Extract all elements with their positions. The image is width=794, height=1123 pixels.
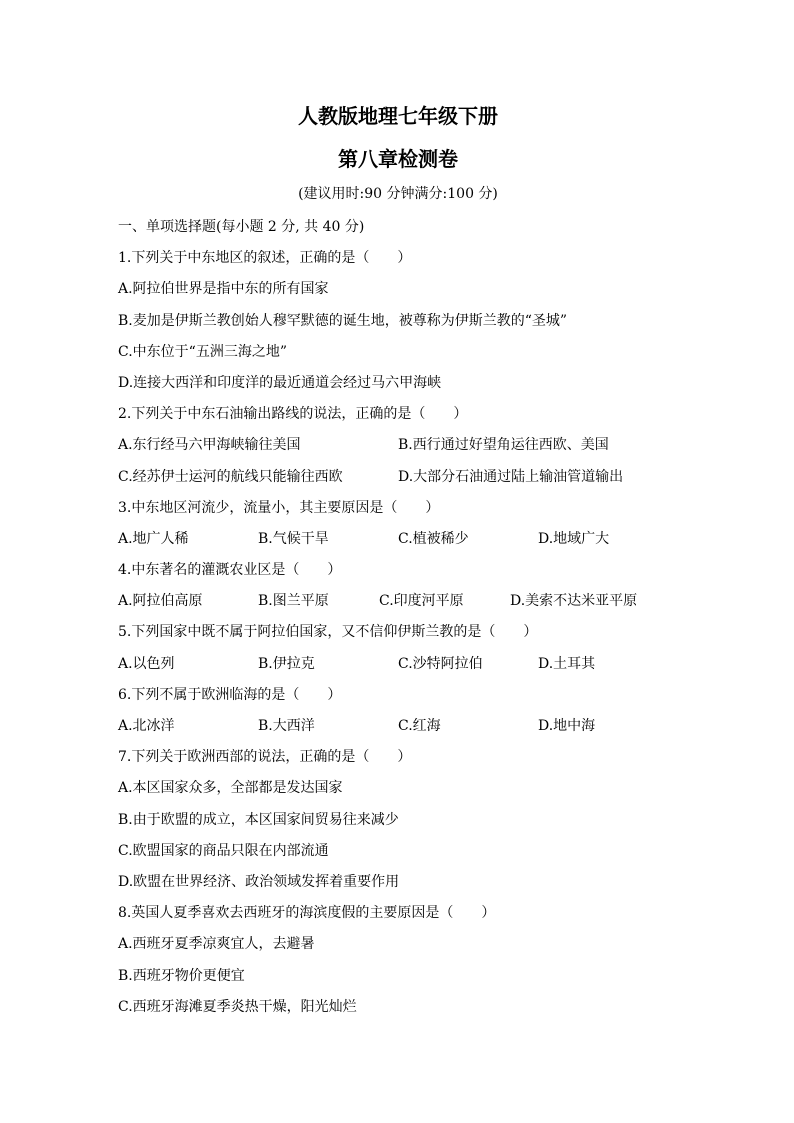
q7-option-c: C.欧盟国家的商品只限在内部流通	[118, 842, 329, 859]
q1-option-d: D.连接大西洋和印度洋的最近通道会经过马六甲海峡	[118, 374, 442, 391]
q3-options-row	[118, 524, 678, 555]
q2-option-b: B.西行通过好望角运往西欧、美国	[398, 437, 609, 454]
q4-option-a: A.阿拉伯高原	[118, 593, 203, 610]
q4-option-d: D.美索不达米亚平原	[510, 593, 638, 610]
q5-options-row	[118, 649, 678, 680]
exam-title: 人教版地理七年级下册	[298, 104, 498, 128]
chapter-title: 第八章检测卷	[338, 147, 458, 171]
q2-options-row-2	[118, 462, 678, 493]
question-7: 7.下列关于欧洲西部的说法，正确的是（ ）	[118, 749, 412, 766]
q4-options-row	[118, 586, 678, 617]
q2-options-row-1	[118, 430, 678, 461]
q2-option-c: C.经苏伊士运河的航线只能输往西欧	[118, 468, 343, 485]
q3-option-c: C.植被稀少	[398, 530, 469, 547]
q1-option-b: B.麦加是伊斯兰教创始人穆罕默德的诞生地，被尊称为伊斯兰教的“圣城”	[118, 312, 568, 329]
q4-option-b: B.图兰平原	[258, 593, 329, 610]
q8-option-b: B.西班牙物价更便宜	[118, 967, 245, 984]
question-5: 5.下列国家中既不属于阿拉伯国家，又不信仰伊斯兰教的是（ ）	[118, 624, 538, 641]
q5-option-c: C.沙特阿拉伯	[398, 655, 483, 672]
q6-options-row	[118, 711, 678, 742]
question-6: 6.下列不属于欧洲临海的是（ ）	[118, 686, 342, 703]
q7-option-a: A.本区国家众多，全部都是发达国家	[118, 780, 343, 797]
question-1: 1.下列关于中东地区的叙述，正确的是（ ）	[118, 250, 412, 267]
q6-option-b: B.大西洋	[258, 718, 315, 734]
q5-option-d: D.土耳其	[538, 655, 596, 672]
q8-option-a: A.西班牙夏季凉爽宜人，去避暑	[118, 936, 315, 953]
q7-option-d: D.欧盟在世界经济、政治领域发挥着重要作用	[118, 873, 400, 890]
section-heading: 一、单项选择题(每小题 2 分, 共 40 分)	[118, 219, 365, 235]
q2-option-d: D.大部分石油通过陆上输油管道输出	[398, 468, 624, 485]
q3-option-a: A.地广人稀	[118, 530, 189, 547]
time-score-hint: (建议用时:90 分钟满分:100 分)	[298, 186, 498, 202]
q8-option-c: C.西班牙海滩夏季炎热干燥，阳光灿烂	[118, 998, 357, 1015]
question-4: 4.中东著名的灌溉农业区是（ ）	[118, 562, 342, 579]
q1-option-c: C.中东位于“五洲三海之地”	[118, 343, 287, 360]
q2-option-a: A.东行经马六甲海峡输往美国	[118, 437, 301, 454]
q7-option-b: B.由于欧盟的成立，本区国家间贸易往来减少	[118, 811, 399, 828]
q6-option-c: C.红海	[398, 718, 441, 734]
q6-option-d: D.地中海	[538, 718, 596, 734]
q3-option-d: D.地域广大	[538, 530, 610, 547]
question-3: 3.中东地区河流少，流量小，其主要原因是（ ）	[118, 499, 440, 516]
question-8: 8.英国人夏季喜欢去西班牙的海滨度假的主要原因是（ ）	[118, 905, 496, 922]
q3-option-b: B.气候干旱	[258, 530, 329, 547]
q6-option-a: A.北冰洋	[118, 718, 175, 734]
q4-option-c: C.印度河平原	[379, 593, 464, 610]
q5-option-b: B.伊拉克	[258, 655, 315, 672]
exam-page	[118, 103, 678, 1023]
q5-option-a: A.以色列	[118, 655, 175, 672]
question-2: 2.下列关于中东石油输出路线的说法，正确的是（ ）	[118, 406, 468, 423]
q1-option-a: A.阿拉伯世界是指中东的所有国家	[118, 281, 329, 298]
